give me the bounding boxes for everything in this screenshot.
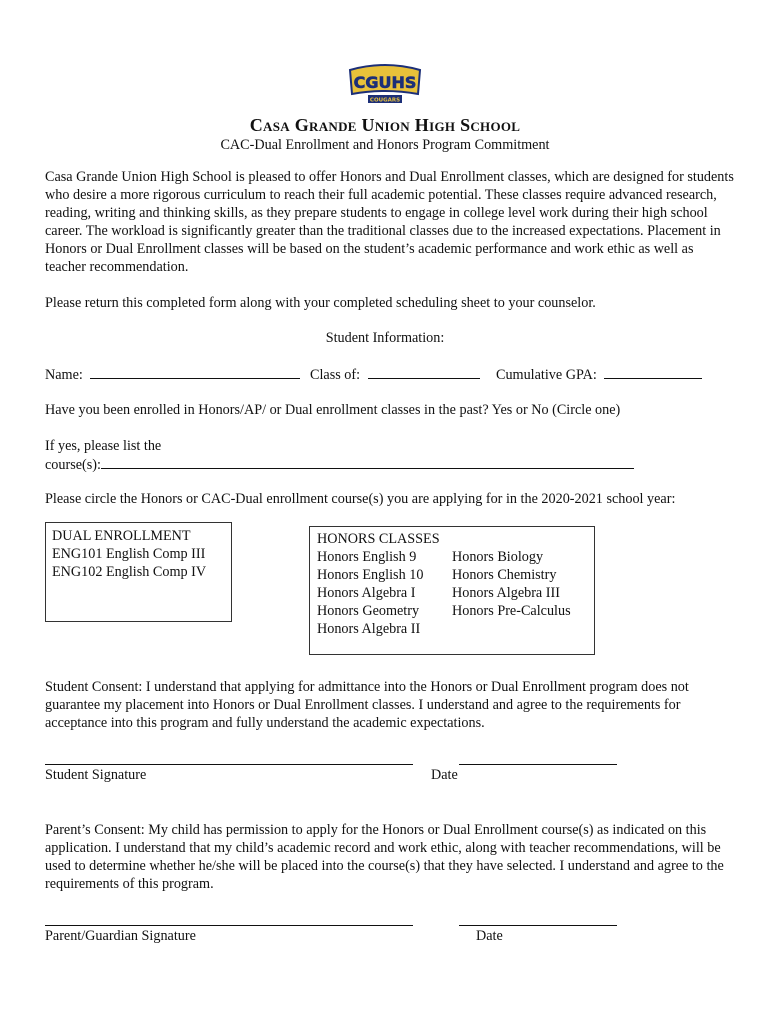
dual-enrollment-heading: DUAL ENROLLMENT — [52, 528, 191, 544]
parent-date-label: Date — [476, 928, 503, 944]
parent-date-line[interactable] — [459, 925, 617, 926]
honors-classes-box — [309, 526, 595, 655]
logo-text: CGUHS — [353, 73, 417, 92]
parent-signature-label: Parent/Guardian Signature — [45, 928, 196, 944]
honors-english-9[interactable]: Honors English 9 — [317, 549, 417, 565]
student-date-label: Date — [431, 767, 458, 783]
student-consent: Student Consent: I understand that applying for admittance into the Honors or Dual Enrollment program does not guarantee my placement into Honors or Dual Enrollment classes. I understand and agree to the requirements for acceptance into this program and fully understand the academic expectations. — [45, 679, 689, 731]
honors-algebra-2[interactable]: Honors Algebra II — [317, 621, 421, 637]
student-signature-label: Student Signature — [45, 767, 147, 783]
class-of-field[interactable] — [368, 366, 480, 379]
gpa-field[interactable] — [604, 366, 702, 379]
circle-instruction: Please circle the Honors or CAC-Dual enrollment course(s) you are applying for in the 2020-2021 school year: — [45, 491, 676, 507]
gpa-label: Cumulative GPA: — [496, 367, 597, 383]
honors-column-1 — [317, 548, 423, 638]
list-courses-line1: If yes, please list the — [45, 438, 162, 454]
school-logo — [344, 62, 426, 106]
name-label: Name: — [45, 367, 83, 383]
honors-english-10[interactable]: Honors English 10 — [317, 567, 424, 583]
dual-course-eng101[interactable]: ENG101 English Comp III — [52, 546, 206, 562]
student-date-line[interactable] — [459, 764, 617, 765]
student-info-heading: Student Information: — [325, 330, 445, 346]
honors-biology[interactable]: Honors Biology — [452, 549, 544, 565]
parent-consent: Parent’s Consent: My child has permission to apply for the Honors or Dual Enrollment course(s) as indicated on this application. I understand that my child’s academic record and work ethic, along with teacher recommendations, will be used to determine whether he/she will be placed into the course(s) that they have selected. I understand and agree to the requirements of this program. — [45, 822, 724, 892]
name-row — [45, 366, 300, 384]
list-courses-row — [45, 456, 634, 474]
name-field[interactable] — [90, 366, 300, 379]
class-row — [310, 366, 480, 384]
dual-enrollment-box — [45, 522, 232, 622]
honors-pre-calculus[interactable]: Honors Pre-Calculus — [452, 603, 571, 619]
honors-algebra-3[interactable]: Honors Algebra III — [452, 585, 560, 601]
honors-column-2 — [452, 548, 571, 620]
honors-chemistry[interactable]: Honors Chemistry — [452, 567, 557, 583]
honors-algebra-1[interactable]: Honors Algebra I — [317, 585, 416, 601]
intro-paragraph: Casa Grande Union High School is pleased to offer Honors and Dual Enrollment classes, which are designed for students who desire a more rigorous curriculum to reach their full academic potential. These classes require advanced research, reading, writing and thinking skills, as they prepare students to engage in college level work during their high school career. The workload is significantly greater than the traditional classes due to the increased expectations. Placement in Honors or Dual Enrollment classes will be based on the student’s academic performance and work ethic as well as teacher recommendation. — [45, 169, 734, 275]
list-courses-label: course(s): — [45, 457, 101, 473]
past-courses-field[interactable] — [101, 456, 634, 469]
past-enrollment-question: Have you been enrolled in Honors/AP/ or Dual enrollment classes in the past? Yes or No (Circle one) — [45, 402, 621, 418]
student-signature-line[interactable] — [45, 764, 413, 765]
class-label: Class of: — [310, 367, 361, 383]
logo-subtext: COUGARS — [369, 97, 401, 104]
dual-course-eng102[interactable]: ENG102 English Comp IV — [52, 564, 207, 580]
parent-signature-line[interactable] — [45, 925, 413, 926]
school-name: Casa Grande Union High School — [249, 115, 521, 135]
honors-geometry[interactable]: Honors Geometry — [317, 603, 420, 619]
gpa-row — [496, 366, 702, 384]
honors-heading: HONORS CLASSES — [317, 531, 440, 547]
return-instruction: Please return this completed form along with your completed scheduling sheet to your counselor. — [45, 295, 596, 311]
form-title: CAC-Dual Enrollment and Honors Program Commitment — [220, 137, 550, 153]
